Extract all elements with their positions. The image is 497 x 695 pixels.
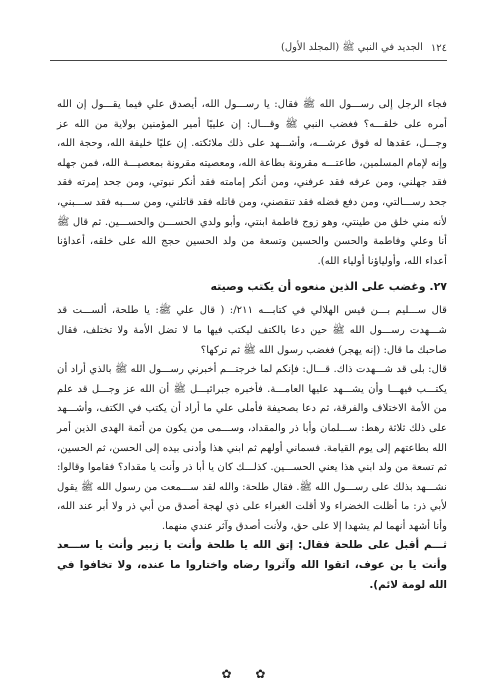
paragraph-1: فجاء الرجل إلى رســـول الله ﷺ فقال: يا رســـول الله، أيصدق علي فيما يقـــول إن الله أمره على خلقـــه؟ فغضب النبي ﷺ وقـــال: إن علييًا أمير المؤمنين بولاية من الله عز وجـــل، عقدها له فوق عرشـــه، وأشـــهد على ذلك ملائكته. إن عليًا خليفة الله، وحجة الله، وإنه لإمام المسلمين، طاعتـــه مقرونة بطاعة الله، ومعصيته مقرونة بمعصيـــة الله، فمن جهله فقد جهلني، ومن عرفه فقد عرفني، ومن أنكر إمامته فقد أنكر نبوتي، ومن جحد إمرته فقد جحد رســـالتي، ومن دفع فضله فقد تنقصني، ومن قاتله فقد قاتلني، ومن ســـبه فقد ســـبني، لأنه مني خلق من طينتي، وهو زوج فاطمة ابنتي، وأبو ولدي الحســـن والحســـين. ثم قال ﷺ أنا وعلي وفاطمة والحسن والحسين وتسعة من ولد الحسين حجج الله على خلقه، أعداؤنا أعداء الله، وأولياؤنا أولياء الله).	[57, 99, 447, 267]
paragraph-4: ثـــم أقبل على طلحة فقال: إتق الله يا طلحة وأنت يا زبير وأنت يا ســـعد وأنت يا بن عوف، اتقوا الله وآثروا رضاه واختاروا ما عنده، ولا تخافوا في الله لومة لائم).	[57, 539, 447, 591]
page-number: ١٢٤	[430, 42, 447, 54]
page-header	[50, 38, 447, 58]
running-title: الجديد في النبي ﷺ (المجلد الأول)	[281, 42, 423, 53]
page-body	[57, 95, 447, 595]
header-rule	[50, 60, 447, 61]
paragraph-2: قال ســـليم بـــن قيس الهلالي في كتابـــه ٢١١/: ( قال علي ﷺ: يا طلحة، ألســـت قد شـــهدت رســـول الله ﷺ حين دعا بالكتف ليكتب فيها ما لا تضل الأمة ولا تختلف، فقال صاحبك ما قال: (إنه يهجر) فغضب رسول الله ﷺ ثم تركها؟	[57, 305, 447, 356]
paragraph-3: قال: بلى قد شـــهدت ذاك. قـــال: فإنكم لما خرجتـــم أخبرني رســـول الله ﷺ بالذي أراد أن يكتـــب فيهـــا وأن يشـــهد عليها العامـــة. فأخبره جبرائيـــل ﷺ أن الله عز وجـــل قد علم من الأمة الاختلاف والفرقة، ثم دعا بصحيفة فأملى علي ما أراد أن يكتب في الكتف، وأشـــهد على ذلك ثلاثة رهط: ســـلمان وأبا ذر والمقداد، وســـمى من يكون من أئمة الهدى الذين أمر الله بطاعتهم إلى يوم القيامة. فسماني أولهم ثم ابني هذا وأدنى بيده إلى الحسن، ثم الحسين، ثم تسعة من ولد ابني هذا يعني الحســـين. كذلـــك كان يا أبا ذر وأنت يا مقداد؟ فقاموا وقالوا: نشـــهد بذلك على رســـول الله ﷺ. فقال طلحة: والله لقد ســـمعت من رسول الله ﷺ يقول لأبي ذر: ما أظلت الخضراء ولا أقلت الغبراء على ذي لهجة أصدق من أبي ذر ولا أبر عند الله، وأنا أشهد أنهما لم يشهدا إلا على حق، ولأنت أصدق وآثر عندي منهما.	[57, 364, 447, 532]
section-heading: ٢٧. وغضب على الذين منعوه أن يكتب وصيته	[210, 280, 447, 294]
end-ornament: ✿ ✿	[221, 667, 276, 681]
